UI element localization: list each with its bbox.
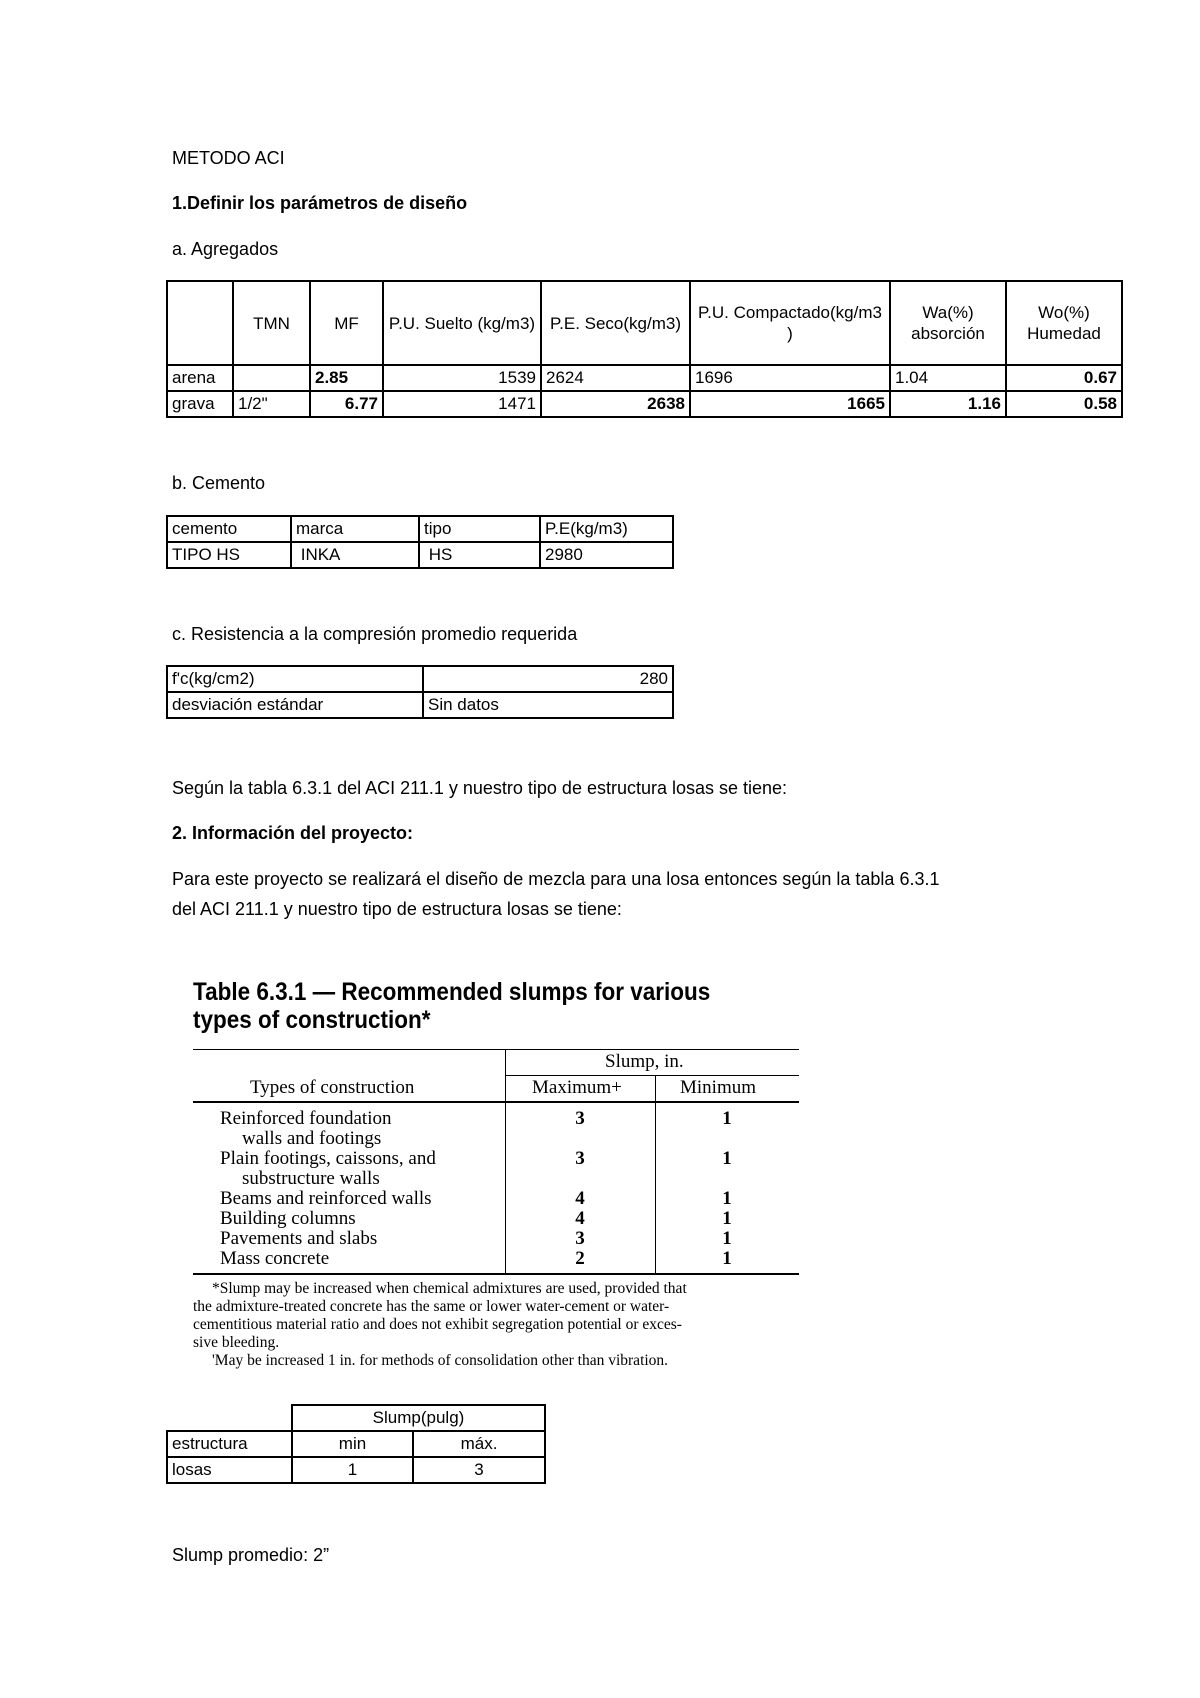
header-cell: P.U. Compactado(kg/m3 ): [690, 281, 890, 365]
header-cell: Wo(%) Humedad: [1006, 281, 1122, 365]
cemento-table: [166, 515, 674, 569]
footnote-line: sive bleeding.: [193, 1334, 280, 1351]
table-cell: 2624: [541, 365, 690, 391]
table-row: [167, 1431, 545, 1457]
max-value: 4: [575, 1188, 585, 1209]
rule: [193, 1101, 799, 1103]
slump-header: Slump, in.: [605, 1051, 684, 1072]
min-value: 1: [722, 1188, 732, 1209]
table-row: [167, 516, 673, 542]
rule: [505, 1049, 506, 1273]
table-row: [167, 542, 673, 568]
table-row: [167, 1457, 545, 1483]
table-cell: 1665: [690, 391, 890, 417]
footnote-line: *Slump may be increased when chemical admixtures are used, provided that: [212, 1280, 687, 1297]
table-cell: 2638: [541, 391, 690, 417]
header-cell: P.E. Seco(kg/m3): [541, 281, 690, 365]
table-cell: f'c(kg/cm2): [167, 666, 423, 692]
header-cell: estructura: [167, 1431, 292, 1457]
rule: [505, 1075, 799, 1076]
rule: [193, 1049, 799, 1050]
table-cell: 6.77: [310, 391, 383, 417]
max-value: 2: [575, 1248, 585, 1269]
header-cell: cemento: [167, 516, 291, 542]
table-cell: 1471: [383, 391, 541, 417]
table-row: [167, 365, 1122, 391]
slump-table: [166, 1404, 546, 1484]
table-cell: 1: [292, 1457, 413, 1483]
table-cell: 2.85: [310, 365, 383, 391]
step-1-title: 1.Definir los parámetros de diseño: [172, 193, 468, 213]
header-cell: Wa(%) absorción: [890, 281, 1006, 365]
min-value: 1: [722, 1208, 732, 1229]
table-row: [167, 391, 1122, 417]
max-value: 3: [575, 1148, 585, 1169]
paragraph-tabla: Según la tabla 6.3.1 del ACI 211.1 y nuestro tipo de estructura losas se tiene:: [172, 778, 788, 798]
agregados-header-row: [167, 281, 1122, 365]
max-value: 3: [575, 1108, 585, 1129]
table-cell: arena: [167, 365, 233, 391]
table-cell: 1/2": [233, 391, 310, 417]
table-cell: HS: [419, 542, 540, 568]
header-cell: min: [292, 1431, 413, 1457]
construction-type: Plain footings, caissons, and: [220, 1148, 436, 1169]
empty-cell: [167, 1405, 292, 1431]
table-row: [167, 692, 673, 718]
rule: [193, 1273, 799, 1275]
max-value: 4: [575, 1208, 585, 1229]
paragraph-proyecto-line-2: del ACI 211.1 y nuestro tipo de estructura losas se tiene:: [172, 899, 622, 919]
footnote-line: 'May be increased 1 in. for methods of consolidation other than vibration.: [212, 1352, 669, 1369]
construction-type: walls and footings: [242, 1128, 382, 1149]
header-cell: máx.: [413, 1431, 545, 1457]
table-cell: 1696: [690, 365, 890, 391]
agregados-table: [166, 280, 1123, 418]
table-cell: INKA: [291, 542, 419, 568]
types-header: Types of construction: [250, 1077, 415, 1098]
table-cell: grava: [167, 391, 233, 417]
construction-type: Mass concrete: [220, 1248, 330, 1269]
footnote-line: cementitious material ratio and does not exhibit segregation potential or exces-: [193, 1316, 682, 1333]
maximum-header: Maximum+: [532, 1077, 622, 1098]
header-cell: P.U. Suelto (kg/m3): [383, 281, 541, 365]
table-cell: 3: [413, 1457, 545, 1483]
table-cell: 1539: [383, 365, 541, 391]
resistencia-table: [166, 665, 674, 719]
min-value: 1: [722, 1108, 732, 1129]
table-cell: Sin datos: [423, 692, 673, 718]
table-cell: 1.16: [890, 391, 1006, 417]
resistencia-title: c. Resistencia a la compresión promedio requerida: [172, 624, 578, 644]
table-cell: 280: [423, 666, 673, 692]
step-2-title: 2. Información del proyecto:: [172, 823, 414, 843]
header-cell: TMN: [233, 281, 310, 365]
header-cell: Slump(pulg): [292, 1405, 545, 1431]
construction-type: Beams and reinforced walls: [220, 1188, 432, 1209]
minimum-header: Minimum: [680, 1077, 757, 1098]
paragraph-proyecto-line-1: Para este proyecto se realizará el diseño de mezcla para una losa entonces según la tabla 6.3.1: [172, 869, 940, 889]
max-value: 3: [575, 1228, 585, 1249]
construction-type: Reinforced foundation: [220, 1108, 392, 1129]
agregados-title: a. Agregados: [172, 239, 279, 259]
table-cell: 2980: [540, 542, 673, 568]
min-value: 1: [722, 1228, 732, 1249]
rule: [655, 1075, 656, 1273]
header-cell: [167, 281, 233, 365]
table-row: [167, 666, 673, 692]
header-cell: MF: [310, 281, 383, 365]
page-heading: METODO ACI: [172, 148, 285, 168]
construction-type: substructure walls: [242, 1168, 380, 1189]
table-cell: 0.58: [1006, 391, 1122, 417]
table-cell: [233, 365, 310, 391]
footnote-line: the admixture-treated concrete has the same or lower water-cement or water-: [193, 1298, 670, 1315]
cemento-title: b. Cemento: [172, 473, 266, 493]
table-cell: 1.04: [890, 365, 1006, 391]
header-cell: marca: [291, 516, 419, 542]
table-cell: losas: [167, 1457, 292, 1483]
construction-type: Pavements and slabs: [220, 1228, 378, 1249]
table-cell: desviación estándar: [167, 692, 423, 718]
aci-table-title: Table 6.3.1 — Recommended slumps for various types of construction*: [193, 978, 711, 1034]
construction-type: Building columns: [220, 1208, 356, 1229]
header-cell: P.E(kg/m3): [540, 516, 673, 542]
aci-table-image: [190, 978, 800, 1378]
table-cell: 0.67: [1006, 365, 1122, 391]
table-row: [167, 1405, 545, 1431]
header-cell: tipo: [419, 516, 540, 542]
min-value: 1: [722, 1248, 732, 1269]
slump-promedio: Slump promedio: 2”: [172, 1545, 330, 1565]
table-cell: TIPO HS: [167, 542, 291, 568]
min-value: 1: [722, 1148, 732, 1169]
